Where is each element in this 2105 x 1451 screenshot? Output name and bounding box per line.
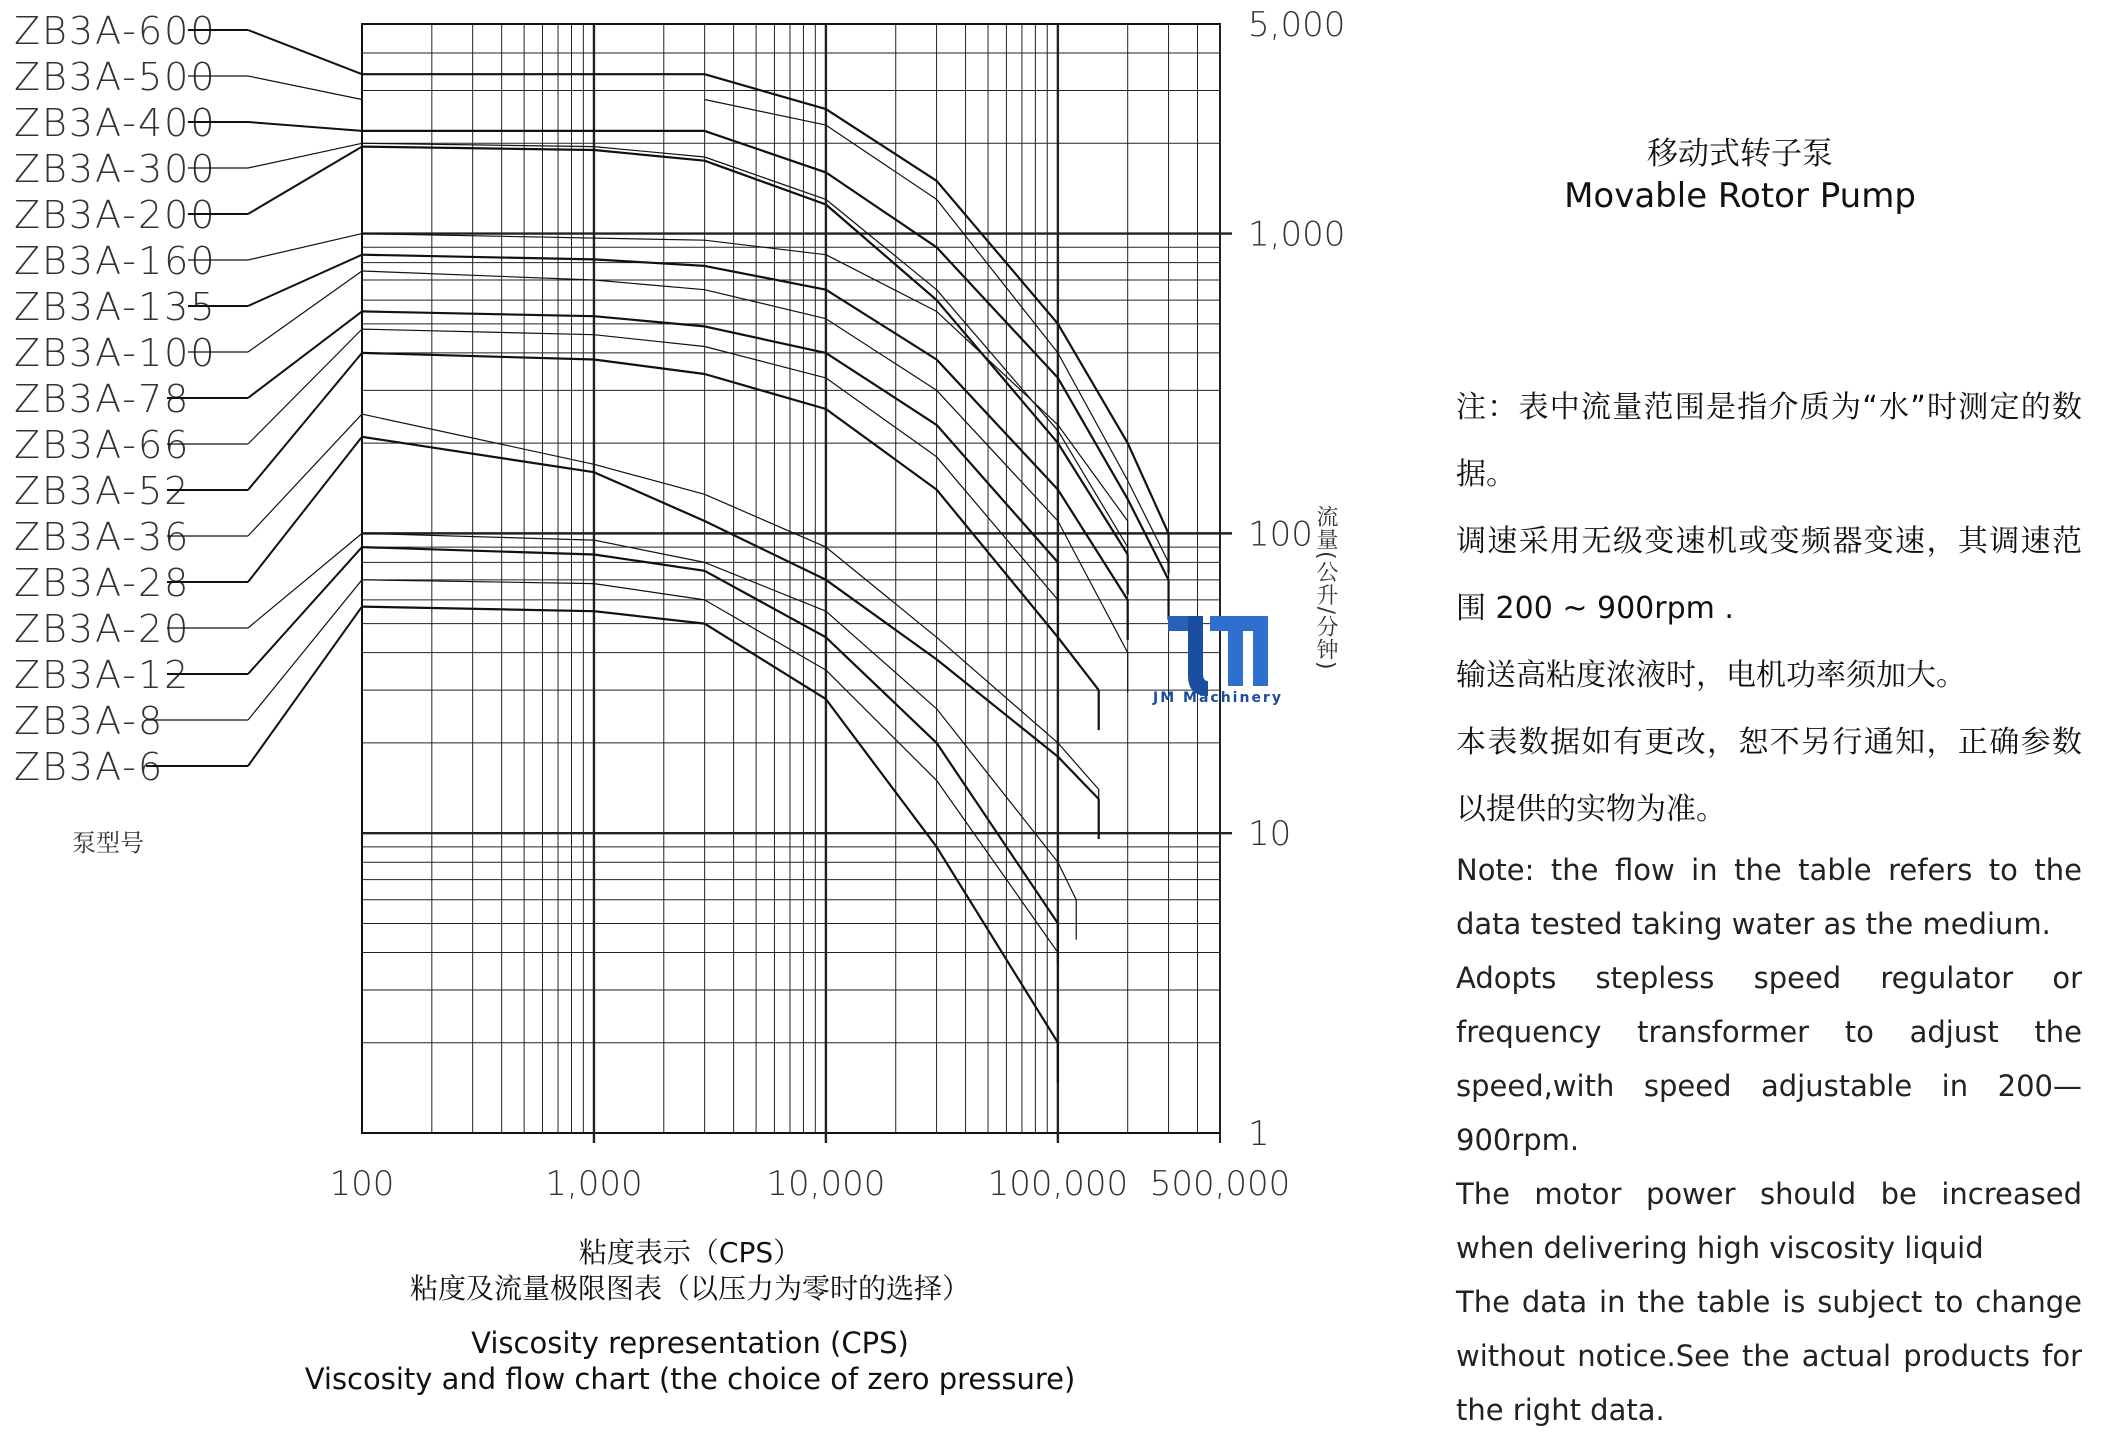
model-label: ZB3A-500 bbox=[14, 55, 217, 99]
leader-connector bbox=[248, 533, 362, 628]
x-tick-label: 100 bbox=[329, 1164, 395, 1204]
leader-connector bbox=[248, 311, 362, 398]
leader-connector bbox=[248, 329, 362, 444]
x-tick-label: 1,000 bbox=[545, 1164, 643, 1204]
model-label: ZB3A-100 bbox=[14, 331, 217, 375]
title-english: Movable Rotor Pump bbox=[1564, 176, 1916, 216]
legend-title: 泵型号 bbox=[72, 829, 144, 857]
model-label: ZB3A-135 bbox=[14, 285, 217, 329]
model-legend bbox=[14, 9, 362, 789]
y-tick-label: 1 bbox=[1248, 1114, 1270, 1154]
series-line-ZB3A-200 bbox=[362, 147, 1128, 555]
caption-chinese bbox=[300, 1235, 1080, 1307]
model-label: ZB3A-160 bbox=[14, 239, 217, 283]
y-tick-label: 5,000 bbox=[1248, 5, 1346, 45]
model-label: ZB3A-8 bbox=[14, 699, 165, 743]
caption-cn-line2: 粘度及流量极限图表（以压力为零时的选择） bbox=[409, 1272, 970, 1305]
leader-connector bbox=[248, 30, 362, 74]
model-label: ZB3A-66 bbox=[14, 423, 191, 467]
note-en-1: Note: the flow in the table refers to the data tested taking water as the medium. bbox=[1456, 853, 2082, 941]
model-label: ZB3A-28 bbox=[14, 561, 191, 605]
notes-panel bbox=[1456, 374, 2082, 1437]
model-label: ZB3A-20 bbox=[14, 607, 191, 651]
model-label: ZB3A-52 bbox=[14, 469, 191, 513]
leader-connector bbox=[248, 255, 362, 306]
model-label: ZB3A-12 bbox=[14, 653, 191, 697]
model-label: ZB3A-300 bbox=[14, 147, 217, 191]
x-tick-label: 500,000 bbox=[1149, 1164, 1291, 1204]
note-en-2: Adopts stepless speed regulator or frequency transformer to adjust the speed,with speed adjustable in 200—900rpm. bbox=[1456, 961, 2082, 1157]
leader-connector bbox=[248, 547, 362, 674]
series-line-ZB3A-135 bbox=[362, 255, 1128, 600]
y-tick-label: 10 bbox=[1248, 814, 1292, 855]
title-chinese: 移动式转子泵 bbox=[1647, 136, 1833, 172]
leader-connector bbox=[248, 234, 362, 260]
leader-connector bbox=[248, 271, 362, 352]
model-label: ZB3A-200 bbox=[14, 193, 217, 237]
caption-english bbox=[300, 1325, 1080, 1397]
caption-cn-line1: 粘度表示（CPS） bbox=[578, 1236, 802, 1269]
logo-text: JM Machinery bbox=[1153, 690, 1283, 706]
model-label: ZB3A-400 bbox=[14, 101, 217, 145]
product-title bbox=[1480, 133, 2000, 217]
model-label: ZB3A-600 bbox=[14, 9, 217, 53]
leader-connector bbox=[248, 147, 362, 214]
model-label: ZB3A-6 bbox=[14, 745, 165, 789]
leader-connector bbox=[248, 122, 362, 131]
note-cn-1: 注：表中流量范围是指介质为“水”时测定的数据。 bbox=[1456, 390, 2082, 492]
caption-en-line2: Viscosity and flow chart (the choice of zero pressure) bbox=[304, 1362, 1076, 1396]
caption-en-line1: Viscosity representation (CPS) bbox=[471, 1326, 909, 1360]
y-tick-label: 100 bbox=[1248, 514, 1313, 555]
note-cn-4: 本表数据如有更改，恕不另行通知，正确参数以提供的实物为准。 bbox=[1456, 725, 2082, 827]
x-tick-label: 10,000 bbox=[766, 1164, 886, 1204]
series-line-ZB3A-300 bbox=[362, 143, 1128, 547]
leader-connector bbox=[248, 414, 362, 536]
note-en-4: The data in the table is subject to change without notice.See the actual products for the right data. bbox=[1456, 1285, 2082, 1427]
y-tick-label: 1,000 bbox=[1248, 214, 1346, 255]
plot-frame bbox=[362, 24, 1220, 1133]
series-line-ZB3A-66 bbox=[362, 329, 1058, 600]
note-cn-3: 输送高粘度浓液时，电机功率须加大。 bbox=[1456, 658, 1966, 693]
chart-grid bbox=[362, 24, 1232, 1143]
series-line-ZB3A-160 bbox=[362, 234, 1128, 521]
model-label: ZB3A-36 bbox=[14, 515, 191, 559]
note-cn-2: 调速采用无级变速机或变频器变速，其调速范围 200 ~ 900rpm . bbox=[1456, 524, 2082, 626]
leader-connector bbox=[248, 353, 362, 490]
x-tick-label: 100,000 bbox=[987, 1164, 1129, 1204]
leader-connector bbox=[248, 437, 362, 582]
y-axis-label: 流量(公升/分钟) bbox=[1313, 505, 1338, 671]
leader-connector bbox=[248, 580, 362, 720]
leader-connector bbox=[248, 76, 362, 99]
model-label: ZB3A-78 bbox=[14, 377, 191, 421]
series-line-ZB3A-20 bbox=[362, 533, 1076, 899]
note-en-3: The motor power should be increased when delivering high viscosity liquid bbox=[1456, 1177, 2082, 1265]
leader-connector bbox=[248, 607, 362, 766]
